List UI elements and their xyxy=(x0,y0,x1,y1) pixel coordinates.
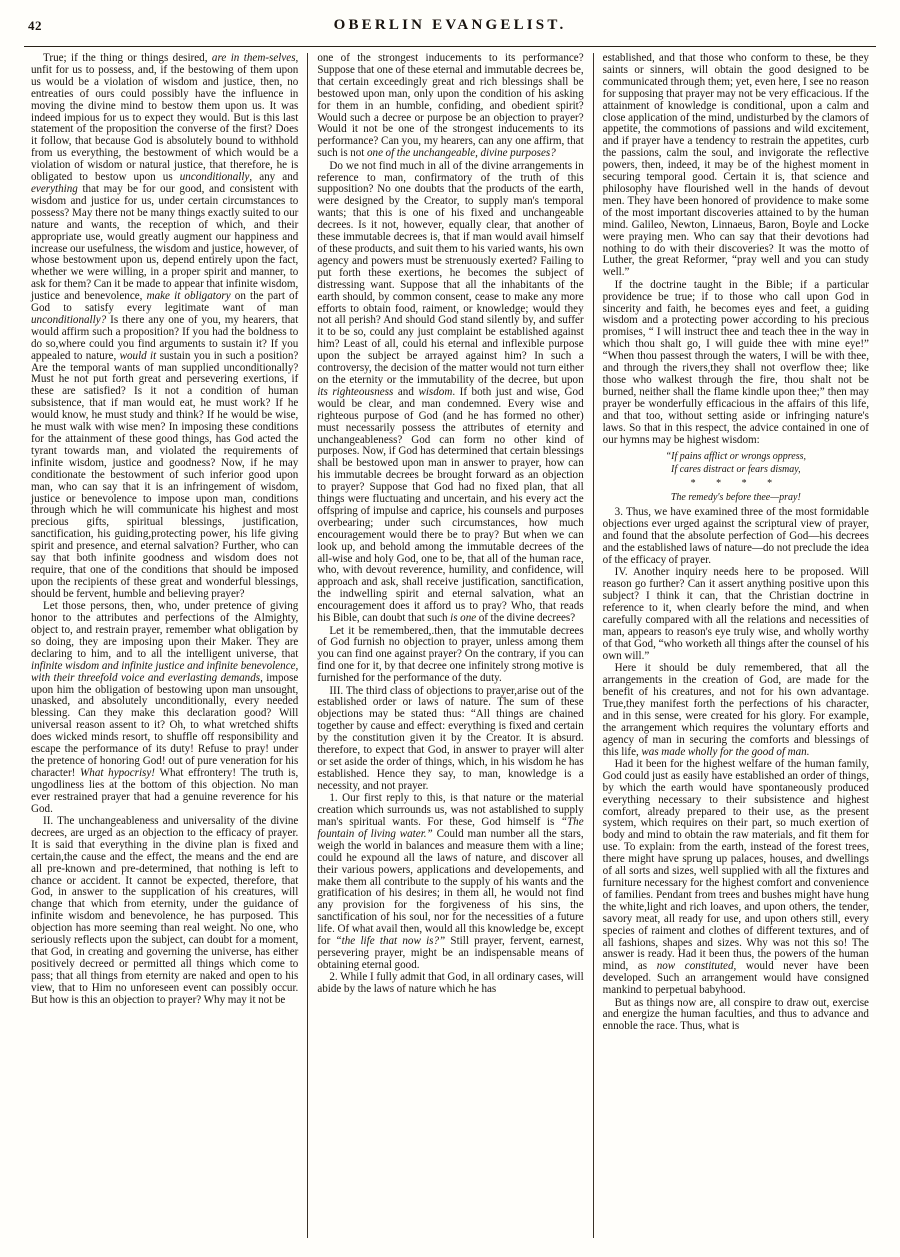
paragraph: But as things now are, all conspire to draw out, exercise and energize the human faculties, and thus to advance and ennoble the race. Thus, what is xyxy=(602,996,869,1033)
column-3 xyxy=(593,53,878,1238)
body-columns xyxy=(22,53,878,1238)
hymn-line-1: “If pains afflict or wrongs oppress, xyxy=(665,451,807,463)
hymn-star-break: * * * * xyxy=(690,478,782,490)
column-1 xyxy=(22,53,307,1238)
paragraph: 1. Our first reply to this, is that nature or the material creation which surrounds us, was not astablished to supply man's spiritual wants. For these, God himself is “The fountain of living water.” Could man number all the stars, weigh the world in balances and measure them with a line; could he expound all the laws of nature, and discover all their various powers, applications and developements, and make them all contribute to the supply of his wants and the gratification of his desires; in them all, he would not find any provision for the forgiveness of his sins, the sanctification of his soul, nor for the necessities of a future life. Of what avail then, would all this knowledge be, except for “the life that now is?” Still prayer, fervent, earnest, persevering prayer, might be an indispensable means of obtaining eternal good. xyxy=(317,792,584,971)
masthead xyxy=(22,16,878,42)
hymn-line-3: The remedy's before thee—pray! xyxy=(670,491,801,503)
paragraph: Let it be remembered,.then, that the immutable decrees of God furnish no objection to prayer, unless among them you can find one against prayer? On the contrary, if you can find one for it, by that decree one infinitely strong motive is furnished for the performance of the duty. xyxy=(317,624,584,685)
paragraph: Had it been for the highest welfare of the human family, God could just as easily have established an order of things, by which the earth would have spontaneously produced everything necessary to their subsistence and highest comfort, already prepared to their use, as the present system, which requires on their part, so much exertion of body and mind to obtain the raw materials, and fit them for use. To explain: from the earth, instead of the forest trees, there might have sprung up palaces, houses, and dwellings of all sorts and sizes, well supplied with all the fixtures and furniture necessary for the highest comfort and convenience of families. Pendant from trees and bushes might have hung the white,light and rich loaves, and upon others, the tender, savory meat, all ready for use, and upon others still, every species of raiment and clothes of different textures, and of all fashions, shapes and sizes. Why was not this so! The answer is ready. Had it been thus, the powers of the human mind, as now constituted, would never have been developed. Such an arrangement would have consigned mankind to perpetual babyhood. xyxy=(602,757,869,997)
paragraph: IV. Another inquiry needs here to be proposed. Will reason go further? Can it assert anything positive upon this subject? I think it can, that the Christian doctrine in reference to it, when clearly before the mind, and when carefully compared with all the relations and necessities of man, appears to reason's eye truly wise, and wholly worthy of that God, “who worketh all things after the counsel of his own will.” xyxy=(602,566,869,662)
paragraph: If the doctrine taught in the Bible; if a particular providence be true; if to those who call upon God in sincerity and faith, he becomes eyes and feet, a guiding wisdom and a protecting power according to his precious promises, “ I will instruct thee and teach thee in the way in which thou shalt go, I will guide thee with mine eye!” “When thou passest through the waters, I will be with thee, and through the rivers,they shall not overflow thee; like those who walkest through the fire, thou shalt not be burned, neither shall the flame kindle upon thee;” then may prayer be wonderfully efficacious in the affairs of this life, and that too, without setting aside or infringing nature's laws. So that in this respect, the advice contained in one of our hymns may be highest wisdom: xyxy=(602,278,869,446)
publication-title: OBERLIN EVANGELIST. xyxy=(333,17,567,33)
paragraph: Let those persons, then, who, under pretence of giving honor to the attributes and perfections of the Almighty, object to, and restrain prayer, remember what obligation by so doing, they are imposing upon their Maker. They are declaring to him, and to all the intelligent universe, that infinite wisdom and infinite justice and infinite benevolence, with their threefold voice and everlasting demands, impose upon him the obligation of bestowing upon man unsought, unasked, and absolutely unconditionally, every needed blessing. Can they make this declaration good? Will universal reason assent to it? Oh, to what wretched shifts does wicked minds resort, to shuffle off responsibility and escape the performance of its duty! Refuse to pray! under the pretence of honoring God! out of pure veneration for his character! What hypocrisy! What effrontery! The truth is, ungodliness lies at the bottom of this objection. No man ever restrained prayer that had a genuine reverence for his God. xyxy=(31,600,299,815)
paragraph: II. The unchangeableness and universality of the divine decrees, are urged as an objection to the efficacy of prayer. It is said that everything in the divine plan is fixed and certain,the cause and the effect, the means and the end are all pre-known and pre-determined, that nothing is left to chance or accident. It cannot be expected, therefore, that God, in answer to the supplication of his creatures, will change that which from eternity, under the guidance of infinite wisdom and benevolence, he has purposed. This objection has more seeming than real weight. No one, who seriously reflects upon the subject, can doubt for a moment, that God, in creating and governing the universe, has either positively decreed or permitted all things which come to pass; that all things from eternity are naked and open to his view, that to Him no unforeseen event can possibly occur. But how is this an objection to prayer? Why may it not be xyxy=(31,815,299,1006)
paragraph: True; if the thing or things desired, are in them-selves, unfit for us to possess, and, if the bestowing of them upon us would be a violation of wisdom and justice, then, no entreaties of ours could possibly have the influence in moving the divine mind to bestow them upon us. It was indeed impious for us to expect they would. But is this last statement of the proposition the converse of the first? Does it follow, that because God is absolutely bound to withhold from us everything, the bestowment of which would be a violation of wisdom or natural justice, that therefore, he is obligated to bestow upon us unconditionally, any and everything that may be for our good, and consistent with wisdom and justice for us, under certain circumstances to possess? May there not be many things exactly suited to our nature and wants, the reception of which, and their appropriate use, would greatly augment our happiness and increase our usefulness, the wisdom and justice, however, of whose bestowment upon us, depend entirely upon the fact, whether we were willing, in a proper spirit and manner, to ask for them? Can it be made to appear that infinite wisdom, justice and benevolence, make it obligatory on the part of God to satisfy every legitimate want of man unconditionally? Is there any one of you, my hearers, that would affirm such a proposition? If you had the boldness to do so,where could you find arguments to sustain it? If you appealed to nature, would it sustain you in such a position? Are the temporal wants of man supplied unconditionally? Must he not put forth great and persevering exertions, if these are satisfied? Is it not a condition of human subsistence, that if man would eat, he must work? If he would know, he must study and think? If he would be wise, he must walk with wise men? In imposing these conditions for the attainment of these good things, has God acted the tyrant towards man, and violated the requirements of infinite wisdom, justice and goodness? Now, if he may conditionate the bestowment of such inferior good upon man, who can say that it is an infringement of wisdom, justice or benevolence to impose upon man, conditions through which he will communicate his highest and most precious gifts, spiritual blessings, justification, sanctification, his guiding,protecting power, his life giving spirit and presence, and eternal salvation? Further, who can say that both infinite goodness and wisdom does not require, that one of the conditions that should be imposed upon the recipients of these great and wonderful blessings, should be fervent, humble and believing prayer? xyxy=(31,52,299,600)
paragraph: III. The third class of objections to prayer,arise out of the established order or laws of nature. The sum of these objections may be stated thus: “All things are chained together by cause and effect: everything is fixed and certain by the constitution given it by the Creator. It is absurd. therefore, to expect that God, in answer to prayer will alter or set aside the order of things, which, in his wisdom he has established. Hence they say, to man, knowledge is a necessity, and not prayer. xyxy=(317,684,584,792)
page-number: 42 xyxy=(28,18,42,33)
column-2 xyxy=(307,53,592,1238)
paragraph: Here it should be duly remembered, that all the arrangements in the creation of God, are made for the benefit of his creatures, and not for his own advantage. True,they manifest forth the perfections of his character, and in this sense, were created for his glory. For example, the arrangement which requires the voluntary efforts and agency of man in securing the comforts and blessings of this life, was made wholly for the good of man. xyxy=(602,662,869,758)
hymn-verse xyxy=(603,451,869,504)
paragraph: 2. While I fully admit that God, in all ordinary cases, will abide by the laws of nature which he has xyxy=(317,971,584,996)
paragraph: established, and that those who conform to these, be they saints or sinners, will obtain the good designed to be communicated through them; yet, even here, I see no reason for supposing that prayer may not be very efficacious. If the attainment of knowledge is conditional, upon a calm and close application of the mind, undisturbed by the clamors of appetite, the commotions of passions and wild excitement, and if prayer have a tendency to restrain the appetites, curb the passions, calm the soul, and invigorate the reflective powers, then, indeed, it may be of the highest moment in securing temporal good. Certain it is, that science and philosophy have flourished well in the hands of devout men. They have been honored of providence to make some of the most important discoveries attained to by the human mind. Galileo, Newton, Linnaeus, Baron, Boyle and Locke were praying men. Who can say that their devotions had nothing to do with their discoveries? It was the motto of Luther, the great Reformer, “pray well and you can study well.” xyxy=(602,52,869,279)
masthead-rule xyxy=(24,46,876,47)
hymn-line-2: If cares distract or fears dismay, xyxy=(671,463,801,475)
paragraph: one of the strongest inducements to its performance? Suppose that one of these eternal and immutable decrees be, that certain exceedingly great and rich blessings shall be bestowed upon man, only upon the condition of his asking for them in an humble, confiding, and obedient spirit? Would such a decree or purpose be an objection to prayer? Would it not be one of the strongest inducements to its performance? Can you, my hearers, can any one affirm, that such is not one of the unchangeable, divine purposes? xyxy=(317,52,584,160)
paragraph: 3. Thus, we have examined three of the most formidable objections ever urged against the scriptural view of prayer, and found that the absolute perfection of God—his decrees and the established laws of nature—do not preclude the idea of the efficacy of prayer. xyxy=(602,506,869,567)
paragraph: Do we not find much in all of the divine arrangements in reference to man, confirmatory of the truth of this supposition? No one doubts that the products of the earth, were designed by the Creator, to supply man's temporal wants; that this is one of his fixed and unchangeable decrees. Is it not, however, equally clear, that another of these immutable decrees is, that if man would avail himself of these products, and suit them to his varied wants, his own agency and powers must be strenuously exerted? Failing to put forth these exertions, he becomes the subject of distressing want. Suppose that all the inhabitants of the earth should, by common consent, cease to make any more efforts to obtain food, raiment, or knowledge; would they not all perish? And should God stand silently by, and suffer it to be so, could any just complaint be established against him? Least of all, could his eternal and inflexible purpose upon the subject be arrayed against him? In such a controversy, the decision of the matter would not turn either on the eternity or the immutability of the decree, but upon its righteousness and wisdom. If both just and wise, God would be clear, and man condemned. Every wise and righteous purpose of God (and he has formed no other) must necessarily possess the attributes of eternity and unchangeableness? God can form no other kind of purposes. Now, if God has determined that certain blessings shall be bestowed upon man in answer to prayer, how can his immutable decrees be brought forward as an objection to prayer? Suppose that God had no fixed plan, that all things were fluctuating and uncertain, and his every act the offspring of impulse and caprice, his counsels and purposes overbearing; under such circumstances, how much encouragement would there be to pray? But when we can look up, and behold among the immutable decrees of the all-wise and holy God, one to be, that all of the human race, who, with devout reverence, humility, and confidence, will approach and ask, shall receive justification, sanctification, the indwelling spirit and eternal salvation, what an encouragement does it afford us to pray? Who, that reads his Bible, can doubt that such is one of the divine decrees? xyxy=(317,159,584,625)
